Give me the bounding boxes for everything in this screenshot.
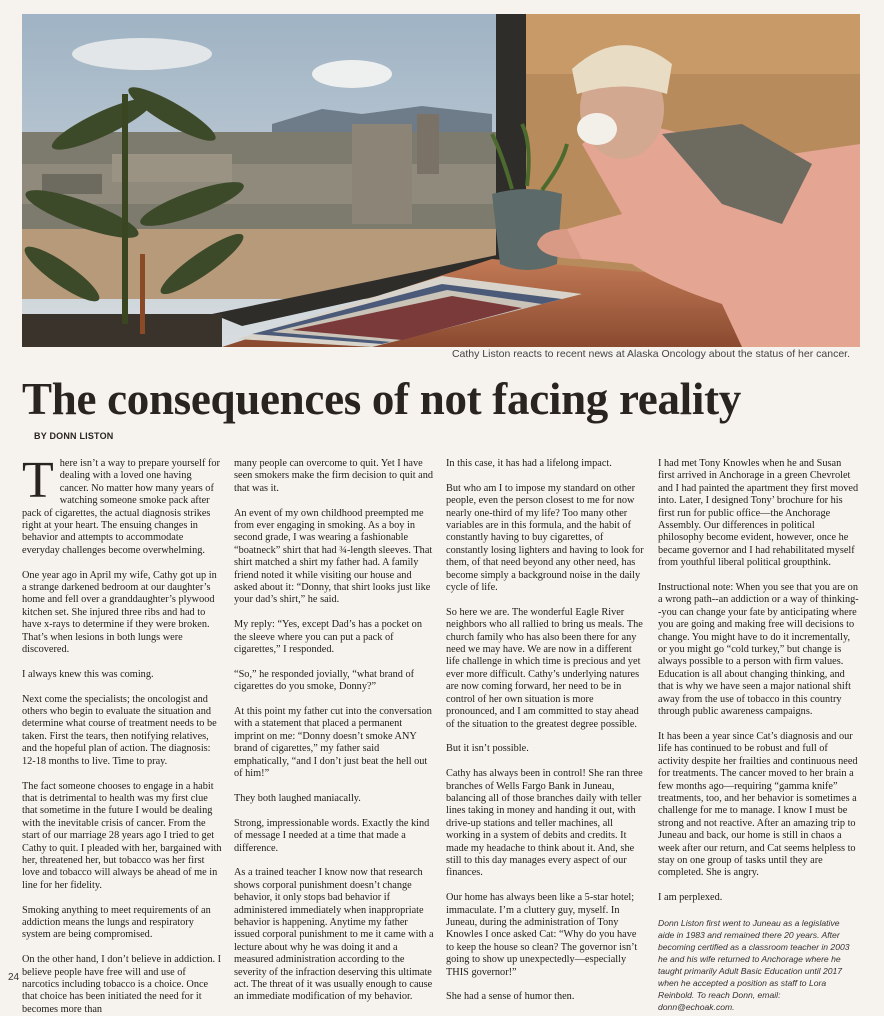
article-paragraph: many people can overcome to quit. Yet I have seen smokers make the firm decision to quit and that was it. [234,458,434,494]
article-paragraph: Next come the specialists; the oncologist and others who begin to evaluate the situation and determine what course of treatment needs to be taken. First the tears, then notifying relatives, and the hopeful plan of action. The diagnosis: 12-18 months to live. Time to pray. [22,693,217,767]
article-paragraph: It has been a year since Cat’s diagnosis and our life has continued to be robust and full of activity despite her frailties and continuous need for treatments. The cancer moved to her brain a few months ago—requiring “gamma knife” treatments, too, and her behavior is sometimes a challenge for me to manage. I know I must be strong and not reactive. After an amazing trip to Juneau and back, our home is still in chaos a week after our return, and Cat seems helpless to stay on one group of tasks until they are completed. She is angry. [658,730,858,879]
article-paragraph: On the other hand, I don’t believe in addiction. I believe people have free will and use of narcotics including tobacco is a choice. Once that choice has been initiated the need for it becomes more than [22,954,222,1015]
article-paragraph: So here we are. The wonderful Eagle River neighbors who all rallied to bring us meals. The church family who has also been there for any need we may have. We are now in a different life challenge in which time is precious and yet ever more difficult. Cathy’s underlying natures are now coming forward, her need to be in control of her own situation is more pronounced, and I am committed to stay ahead of the situation to the greatest degree possible. [446,606,643,730]
article-paragraph: Our home has always been like a 5-star hotel; immaculate. I’m a cluttery guy, myself. In Juneau, during the administration of Tony Knowles I once asked Cat: “Why do you have to keep the house so clean? The governor isn’t going to show up unexpectedly—especially THIS governor!” [446,892,638,978]
photo-caption: Cathy Liston reacts to recent news at Alaska Oncology about the status of her cancer. [451,348,850,360]
article-paragraph: They both laughed maniacally. [234,792,361,804]
article-paragraph: There isn’t a way to prepare yourself for dealing with a loved one having cancer. No matter how many years of watching someone smoke pack after pack of cigarettes, the actual diagnosis strikes right at your heart. The ensuing changes in behavior and attempts to accommodate everyday challenges become overwhelming. [22,452,220,556]
article-paragraph: I always knew this was coming. [22,668,154,680]
article-photo [22,14,860,347]
article-paragraph: At this point my father cut into the conversation with a statement that placed a permanent imprint on me: “Donny doesn’t smoke ANY brand of cigarettes,” my father said emphatically, “and I don’t just beat the hell out of him!” [234,706,432,780]
photo-illustration [22,14,860,347]
article-column-4 [658,458,859,1012]
article-paragraph: Instructional note: When you see that you are on a wrong path--an addiction or a way of thinking--you can change your fate by anticipating where you are going and making free will decisions to change. You might have to do it incrementally, or you might go “cold turkey,” but change is always possible to a person with firm values. Education is all about changing thinking, and that is why we have seen a major national shift away from the use of tobacco in this country through public awareness campaigns. [658,582,859,718]
article-paragraph: In this case, it has had a lifelong impact. [446,458,612,469]
article-column-3 [446,458,646,1003]
article-byline: BY DONN LISTON [34,431,114,441]
article-paragraph: But it isn’t possible. [446,743,529,755]
article-paragraph: She had a sense of humor then. [446,991,575,1003]
article-paragraph: I had met Tony Knowles when he and Susan first arrived in Anchorage in a green Chevrolet and I had painted the apartment they first moved into. Later, I designed Tony’ brochure for his first run for public office—the Anchorage Assembly. Our differences in political philosophy become evident, however, once he became governor and I had rehabilitated myself from youthful liberal political groupthink. [658,458,859,569]
article-paragraph: Strong, impressionable words. Exactly the kind of message I needed at a time that made a difference. [234,817,430,854]
article-paragraph: As a trained teacher I know now that research shows corporal punishment doesn’t change behavior, it only stops bad behavior if administered immediately when inappropriate behavior is happening. Anytime my father issued corporal punishment to me it came with a lecture about why he was doing it and a measured administration according to the severity of the infraction deserving this ultimate act. The threat of it was usually enough to cause an immediate modification of my behavior. [234,867,434,1003]
page-number: 24 [8,972,20,983]
article-paragraph: An event of my own childhood preempted me from ever engaging in smoking. As a boy in second grade, I was wearing a fashionable “boatneck” shirt that had ¾-length sleeves. That shirt matched a shirt my father had. A family friend noted it while visiting our house and asked about it: “Donny, that shirt looks just like your dad’s shirt,” he said. [234,507,433,606]
article-paragraph: But who am I to impose my standard on other people, even the person closest to me for now nearly one-third of my life? Too many other variables are in this formula, and the habit of constantly having to buy cigarettes, of constantly losing lighters and having to look for them, of that need beyond any other need, has become simply a background noise in the daily cycle of life. [446,482,644,594]
author-bio: Donn Liston first went to Juneau as a legislative aide in 1983 and remained there 20 years. After becoming certified as a classroom teacher in 2003 he and his wife returned to Anchorage where he taught primarily Adult Basic Education until 2017 when he accepted a position as staff to Lora Reinbold. To reach Donn, email: donn@echoak.com. [658,917,850,1012]
article-paragraph: Smoking anything to meet requirements of an addiction means the lungs and respiratory system are being compromised. [22,904,211,941]
article-paragraph: The fact someone chooses to engage in a habit that is detrimental to health was my first clue that sometime in the future I would be dealing with the inevitable crisis of cancer. From the start of our marriage 28 years ago I tried to get Cathy to quit. I pleaded with her, bargained with her, threatened her, but tobacco was her first love and tobacco will always be ahead of me in line for her fidelity. [22,780,222,891]
article-paragraph: Cathy has always been in control! She ran three branches of Wells Fargo Bank in Juneau, balancing all of those branches daily with teller lines taking in money and handing it out, with drive-up stations and teller machines, all working in a system of debits and credits. It made my headache to think about it. And, she still to this day manages every aspect of our finances. [446,768,643,879]
article-paragraph: “So,” he responded jovially, “what brand of cigarettes do you smoke, Donny?” [234,668,415,693]
drop-cap: T [22,452,54,509]
article-paragraph: I am perplexed. [658,892,723,904]
article-paragraph: My reply: “Yes, except Dad’s has a pocket on the sleeve where you can put a pack of cigarettes,” I responded. [234,619,422,656]
article-column-2 [234,458,434,1003]
article-paragraph: One year ago in April my wife, Cathy got up in a strange darkened bedroom at our daughter’s home and fell over a granddaughter’s plywood kitchen set. She injured three ribs and had to have x-rays to determine if they were broken. That’s when lesions in both lungs were discovered. [22,569,217,656]
article-headline: The consequences of not facing reality [22,374,741,424]
article-column-1 [22,452,222,1015]
